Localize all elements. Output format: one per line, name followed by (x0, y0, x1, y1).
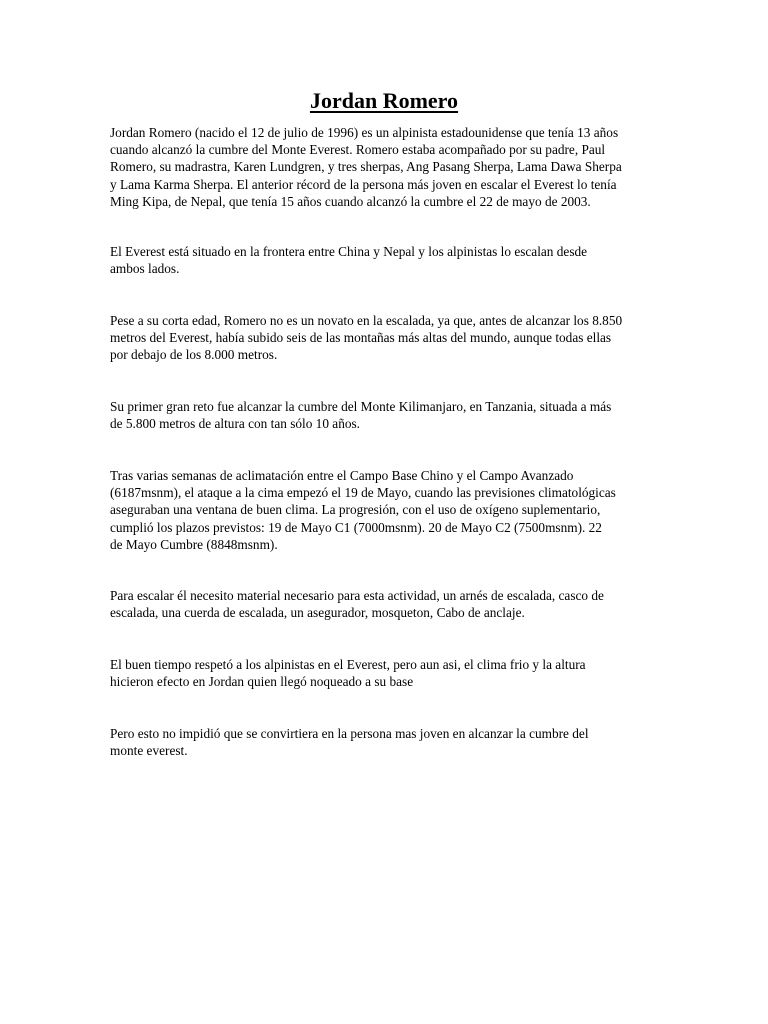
document-title (0, 86, 768, 116)
paragraph-first-challenge: Su primer gran reto fue alcanzar la cumbre del Monte Kilimanjaro, en Tanzania, situada a más de 5.800 metros de altura con tan sólo 10 años. (110, 399, 612, 432)
paragraph-conclusion: Pero esto no impidió que se convirtiera en la persona mas joven en alcanzar la cumbre del monte everest. (110, 726, 589, 759)
paragraph-intro: Jordan Romero (nacido el 12 de julio de 1996) es un alpinista estadounidense que tenía 13 años cuando alcanzó la cumbre del Monte Everest. Romero estaba acompañado por su padre, Paul Romero, su madrastra, Karen Lundgren, y tres sherpas, Ang Pasang Sherpa, Lama Dawa Sherpa y Lama Karma Sherpa. El anterior récord de la persona más joven en escalar el Everest lo tenía Ming Kipa, de Nepal, que tenía 15 años cuando alcanzó la cumbre el 22 de mayo de 2003. (110, 125, 622, 209)
paragraph-location: El Everest está situado en la frontera entre China y Nepal y los alpinistas lo escalan desde ambos lados. (110, 244, 588, 277)
document-title-text: Jordan Romero (309, 88, 459, 113)
paragraph-experience: Pese a su corta edad, Romero no es un novato en la escalada, ya que, antes de alcanzar los 8.850 metros del Everest, había subido seis de las montañas más altas del mundo, aunque todas ellas por debajo de los 8.000 metros. (110, 313, 623, 363)
paragraph-ascent: Tras varias semanas de aclimatación entre el Campo Base Chino y el Campo Avanzado (6187msnm), el ataque a la cima empezó el 19 de Mayo, cuando las previsiones climatológicas aseguraban una ventana de buen clima. La progresión, con el uso de oxígeno suplementario, cumplió los plazos previstos: 19 de Mayo C1 (7000msnm). 20 de Mayo C2 (7500msnm). 22 de Mayo Cumbre (8848msnm). (110, 468, 616, 552)
paragraph-weather: El buen tiempo respetó a los alpinistas en el Everest, pero aun asi, el clima frio y la altura hicieron efecto en Jordan quien llegó noqueado a su base (110, 657, 586, 690)
paragraph-equipment: Para escalar él necesito material necesario para esta actividad, un arnés de escalada, casco de escalada, una cuerda de escalada, un asegurador, mosqueton, Cabo de anclaje. (110, 588, 604, 621)
